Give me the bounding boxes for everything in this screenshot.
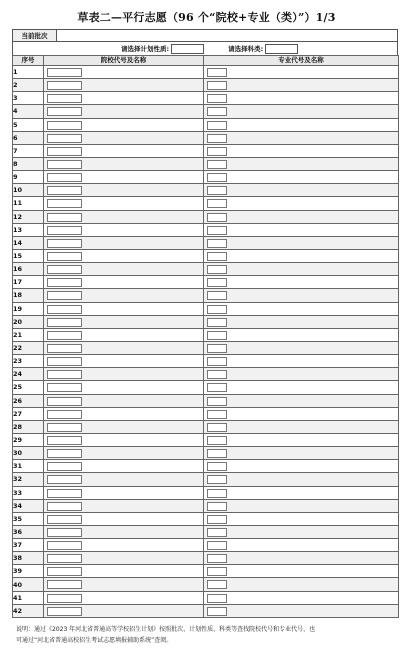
table-row [13, 368, 399, 381]
major-cell[interactable] [204, 105, 399, 118]
major-cell[interactable] [204, 394, 399, 407]
major-cell[interactable] [204, 539, 399, 552]
school-cell[interactable] [44, 512, 204, 525]
school-cell[interactable] [44, 184, 204, 197]
school-code-input[interactable] [47, 278, 82, 287]
table-row [13, 131, 399, 144]
header-index: 序号 [13, 56, 44, 66]
school-code-input[interactable] [47, 383, 82, 392]
major-code-input[interactable] [207, 147, 227, 156]
school-code-input[interactable] [47, 94, 82, 103]
row-number: 39 [13, 565, 44, 578]
school-cell[interactable] [44, 197, 204, 210]
table-body [13, 66, 399, 618]
school-code-input[interactable] [47, 370, 82, 379]
school-code-input[interactable] [47, 305, 82, 314]
major-code-input[interactable] [207, 423, 227, 432]
school-cell[interactable] [44, 210, 204, 223]
school-cell[interactable] [44, 79, 204, 92]
school-code-input[interactable] [47, 607, 82, 616]
table-row [13, 552, 399, 565]
row-number: 29 [13, 433, 44, 446]
major-code-input[interactable] [207, 344, 227, 353]
row-number: 22 [13, 341, 44, 354]
row-number: 30 [13, 447, 44, 460]
school-code-input[interactable] [47, 344, 82, 353]
major-cell[interactable] [204, 66, 399, 79]
major-cell[interactable] [204, 79, 399, 92]
school-cell[interactable] [44, 328, 204, 341]
row-number: 40 [13, 578, 44, 591]
row-number: 41 [13, 591, 44, 604]
table-row [13, 525, 399, 538]
major-code-input[interactable] [207, 383, 227, 392]
school-cell[interactable] [44, 276, 204, 289]
row-number: 17 [13, 276, 44, 289]
school-cell[interactable] [44, 223, 204, 236]
plan-nature-select[interactable] [171, 44, 204, 54]
major-code-input[interactable] [207, 68, 227, 77]
row-number: 10 [13, 184, 44, 197]
row-number: 14 [13, 236, 44, 249]
school-code-input[interactable] [47, 410, 82, 419]
major-code-input[interactable] [207, 475, 227, 484]
header-major: 专业代号及名称 [204, 56, 399, 66]
major-cell[interactable] [204, 604, 399, 617]
major-code-input[interactable] [207, 594, 227, 603]
school-code-input[interactable] [47, 515, 82, 524]
row-number: 1 [13, 66, 44, 79]
row-number: 32 [13, 473, 44, 486]
table-row [13, 420, 399, 433]
batch-row [12, 29, 398, 42]
row-number: 27 [13, 407, 44, 420]
school-cell[interactable] [44, 381, 204, 394]
major-code-input[interactable] [207, 121, 227, 130]
major-code-input[interactable] [207, 134, 227, 143]
table-row [13, 486, 399, 499]
major-cell[interactable] [204, 157, 399, 170]
row-number: 2 [13, 79, 44, 92]
school-cell[interactable] [44, 315, 204, 328]
row-number: 28 [13, 420, 44, 433]
header-school: 院校代号及名称 [44, 56, 204, 66]
major-cell[interactable] [204, 447, 399, 460]
table-row [13, 512, 399, 525]
school-code-input[interactable] [47, 462, 82, 471]
table-row [13, 341, 399, 354]
row-number: 26 [13, 394, 44, 407]
major-cell[interactable] [204, 315, 399, 328]
table-row [13, 105, 399, 118]
table-row [13, 66, 399, 79]
major-code-input[interactable] [207, 107, 227, 116]
school-cell[interactable] [44, 171, 204, 184]
table-row [13, 184, 399, 197]
school-cell[interactable] [44, 486, 204, 499]
row-number: 12 [13, 210, 44, 223]
major-code-input[interactable] [207, 81, 227, 90]
school-cell[interactable] [44, 591, 204, 604]
school-code-input[interactable] [47, 397, 82, 406]
table-row [13, 499, 399, 512]
school-cell[interactable] [44, 368, 204, 381]
major-code-input[interactable] [207, 160, 227, 169]
table-row [13, 539, 399, 552]
school-code-input[interactable] [47, 580, 82, 589]
row-number: 25 [13, 381, 44, 394]
table-row [13, 236, 399, 249]
table-row [13, 355, 399, 368]
table-row [13, 381, 399, 394]
major-cell[interactable] [204, 236, 399, 249]
school-code-input[interactable] [47, 160, 82, 169]
batch-value-field[interactable] [57, 30, 397, 41]
major-code-input[interactable] [207, 580, 227, 589]
note-line-1: 说明：通过《2023 年河北省普通高等学校招生计划》按照批次、计划性质、科类等查找院校代号和专业代号，也 [16, 626, 316, 633]
major-code-input[interactable] [207, 213, 227, 222]
major-code-input[interactable] [207, 252, 227, 261]
row-number: 21 [13, 328, 44, 341]
table-row [13, 315, 399, 328]
row-number: 33 [13, 486, 44, 499]
major-cell[interactable] [204, 118, 399, 131]
school-code-input[interactable] [47, 252, 82, 261]
table-row [13, 144, 399, 157]
school-cell[interactable] [44, 263, 204, 276]
major-code-input[interactable] [207, 226, 227, 235]
school-code-input[interactable] [47, 567, 82, 576]
major-cell[interactable] [204, 328, 399, 341]
table-row [13, 473, 399, 486]
school-cell[interactable] [44, 236, 204, 249]
major-code-input[interactable] [207, 173, 227, 182]
table-row [13, 263, 399, 276]
school-code-input[interactable] [47, 107, 82, 116]
table-row [13, 394, 399, 407]
school-code-input[interactable] [47, 291, 82, 300]
table-row [13, 79, 399, 92]
major-cell[interactable] [204, 263, 399, 276]
major-cell[interactable] [204, 486, 399, 499]
school-cell[interactable] [44, 341, 204, 354]
school-code-input[interactable] [47, 502, 82, 511]
major-cell[interactable] [204, 289, 399, 302]
major-code-input[interactable] [207, 528, 227, 537]
major-cell[interactable] [204, 381, 399, 394]
school-code-input[interactable] [47, 594, 82, 603]
school-cell[interactable] [44, 105, 204, 118]
school-cell[interactable] [44, 552, 204, 565]
table-row [13, 591, 399, 604]
major-code-input[interactable] [207, 199, 227, 208]
batch-label: 当前批次 [13, 30, 57, 41]
major-code-input[interactable] [207, 515, 227, 524]
row-number: 5 [13, 118, 44, 131]
table-row [13, 197, 399, 210]
school-cell[interactable] [44, 420, 204, 433]
major-code-input[interactable] [207, 318, 227, 327]
table-row [13, 210, 399, 223]
school-code-input[interactable] [47, 331, 82, 340]
table-row [13, 249, 399, 262]
school-code-input[interactable] [47, 226, 82, 235]
school-code-input[interactable] [47, 554, 82, 563]
major-cell[interactable] [204, 578, 399, 591]
table-row [13, 302, 399, 315]
major-cell[interactable] [204, 512, 399, 525]
school-cell[interactable] [44, 604, 204, 617]
major-code-input[interactable] [207, 397, 227, 406]
school-cell[interactable] [44, 249, 204, 262]
row-number: 11 [13, 197, 44, 210]
school-code-input[interactable] [47, 81, 82, 90]
school-cell[interactable] [44, 473, 204, 486]
table-row [13, 157, 399, 170]
major-cell[interactable] [204, 249, 399, 262]
table-row [13, 433, 399, 446]
major-code-input[interactable] [207, 436, 227, 445]
school-cell[interactable] [44, 433, 204, 446]
school-code-input[interactable] [47, 173, 82, 182]
school-cell[interactable] [44, 118, 204, 131]
major-code-input[interactable] [207, 278, 227, 287]
row-number: 7 [13, 144, 44, 157]
school-cell[interactable] [44, 289, 204, 302]
school-code-input[interactable] [47, 541, 82, 550]
major-code-input[interactable] [207, 331, 227, 340]
school-code-input[interactable] [47, 475, 82, 484]
row-number: 9 [13, 171, 44, 184]
row-number: 4 [13, 105, 44, 118]
major-cell[interactable] [204, 499, 399, 512]
row-number: 6 [13, 131, 44, 144]
major-cell[interactable] [204, 368, 399, 381]
school-code-input[interactable] [47, 134, 82, 143]
school-code-input[interactable] [47, 449, 82, 458]
major-cell[interactable] [204, 144, 399, 157]
school-cell[interactable] [44, 578, 204, 591]
table-row [13, 118, 399, 131]
row-number: 31 [13, 460, 44, 473]
table-row [13, 328, 399, 341]
major-cell[interactable] [204, 184, 399, 197]
school-cell[interactable] [44, 355, 204, 368]
school-code-input[interactable] [47, 121, 82, 130]
major-code-input[interactable] [207, 305, 227, 314]
school-cell[interactable] [44, 539, 204, 552]
school-cell[interactable] [44, 394, 204, 407]
major-code-input[interactable] [207, 449, 227, 458]
school-cell[interactable] [44, 499, 204, 512]
row-number: 24 [13, 368, 44, 381]
major-cell[interactable] [204, 171, 399, 184]
major-code-input[interactable] [207, 541, 227, 550]
row-number: 34 [13, 499, 44, 512]
major-cell[interactable] [204, 131, 399, 144]
major-cell[interactable] [204, 197, 399, 210]
major-cell[interactable] [204, 341, 399, 354]
major-code-input[interactable] [207, 410, 227, 419]
school-cell[interactable] [44, 302, 204, 315]
note-line-2: 可通过“河北省普通高校招生考试志愿填报辅助系统”查阅。 [16, 637, 173, 644]
school-code-input[interactable] [47, 68, 82, 77]
table-row [13, 565, 399, 578]
row-number: 18 [13, 289, 44, 302]
major-cell[interactable] [204, 420, 399, 433]
school-code-input[interactable] [47, 423, 82, 432]
school-cell[interactable] [44, 565, 204, 578]
school-cell[interactable] [44, 92, 204, 105]
major-cell[interactable] [204, 276, 399, 289]
row-number: 35 [13, 512, 44, 525]
table-row [13, 578, 399, 591]
major-cell[interactable] [204, 433, 399, 446]
subject-label: 请选择科类: [228, 45, 264, 53]
table-row [13, 289, 399, 302]
major-cell[interactable] [204, 565, 399, 578]
table-row [13, 223, 399, 236]
major-cell[interactable] [204, 460, 399, 473]
row-number: 3 [13, 92, 44, 105]
row-number: 13 [13, 223, 44, 236]
volunteer-table [12, 55, 399, 618]
major-code-input[interactable] [207, 502, 227, 511]
school-cell[interactable] [44, 66, 204, 79]
major-cell[interactable] [204, 210, 399, 223]
major-cell[interactable] [204, 302, 399, 315]
table-row [13, 604, 399, 617]
row-number: 16 [13, 263, 44, 276]
school-cell[interactable] [44, 407, 204, 420]
major-cell[interactable] [204, 591, 399, 604]
school-code-input[interactable] [47, 199, 82, 208]
plan-nature-label: 请选择计划性质: [121, 45, 170, 53]
instruction-note [16, 624, 401, 646]
school-cell[interactable] [44, 131, 204, 144]
school-cell[interactable] [44, 460, 204, 473]
subject-select[interactable] [265, 44, 298, 54]
row-number: 42 [13, 604, 44, 617]
major-code-input[interactable] [207, 607, 227, 616]
school-cell[interactable] [44, 447, 204, 460]
table-header-row [13, 56, 399, 66]
school-code-input[interactable] [47, 318, 82, 327]
major-cell[interactable] [204, 552, 399, 565]
school-cell[interactable] [44, 525, 204, 538]
major-cell[interactable] [204, 473, 399, 486]
school-code-input[interactable] [47, 436, 82, 445]
table-row [13, 460, 399, 473]
school-code-input[interactable] [47, 186, 82, 195]
major-cell[interactable] [204, 525, 399, 538]
table-row [13, 92, 399, 105]
major-code-input[interactable] [207, 265, 227, 274]
school-code-input[interactable] [47, 489, 82, 498]
row-number: 36 [13, 525, 44, 538]
major-code-input[interactable] [207, 462, 227, 471]
major-code-input[interactable] [207, 554, 227, 563]
volunteer-form [12, 29, 398, 618]
school-code-input[interactable] [47, 213, 82, 222]
major-code-input[interactable] [207, 291, 227, 300]
row-number: 38 [13, 552, 44, 565]
school-cell[interactable] [44, 157, 204, 170]
table-row [13, 276, 399, 289]
major-code-input[interactable] [207, 357, 227, 366]
school-code-input[interactable] [47, 265, 82, 274]
major-cell[interactable] [204, 355, 399, 368]
school-code-input[interactable] [47, 528, 82, 537]
row-number: 8 [13, 157, 44, 170]
table-row [13, 407, 399, 420]
major-cell[interactable] [204, 223, 399, 236]
major-code-input[interactable] [207, 370, 227, 379]
row-number: 37 [13, 539, 44, 552]
major-code-input[interactable] [207, 94, 227, 103]
row-number: 20 [13, 315, 44, 328]
row-number: 23 [13, 355, 44, 368]
major-code-input[interactable] [207, 239, 227, 248]
school-code-input[interactable] [47, 147, 82, 156]
school-cell[interactable] [44, 144, 204, 157]
major-code-input[interactable] [207, 489, 227, 498]
row-number: 15 [13, 249, 44, 262]
major-cell[interactable] [204, 92, 399, 105]
major-code-input[interactable] [207, 567, 227, 576]
school-code-input[interactable] [47, 357, 82, 366]
page-title: 草表二—平行志愿（96 个“院校+专业（类）”）1/3 [77, 11, 336, 24]
major-cell[interactable] [204, 407, 399, 420]
selector-row [12, 42, 398, 55]
major-code-input[interactable] [207, 186, 227, 195]
table-row [13, 171, 399, 184]
row-number: 19 [13, 302, 44, 315]
school-code-input[interactable] [47, 239, 82, 248]
table-row [13, 447, 399, 460]
